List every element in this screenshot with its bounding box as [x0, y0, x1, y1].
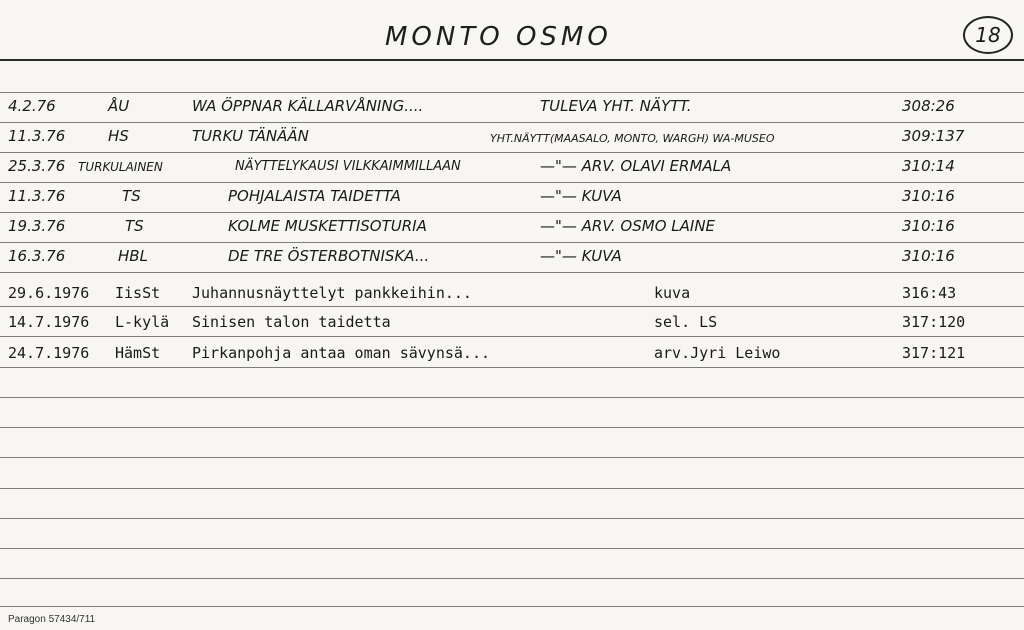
entry-date: 4.2.76 — [8, 97, 56, 115]
entry-date: 29.6.1976 — [8, 284, 90, 302]
entry-row — [0, 127, 1024, 153]
entry-source: IisSt — [115, 284, 161, 302]
entry-date: 14.7.1976 — [8, 313, 90, 331]
ruled-line — [0, 488, 1024, 489]
entry-note: arv.Jyri Leiwo — [654, 344, 781, 362]
entry-ref: 317:121 — [902, 344, 966, 362]
card-number-badge — [963, 16, 1013, 54]
entry-note: kuva — [654, 284, 691, 302]
card-number: 18 — [975, 23, 1001, 47]
entry-note: sel. LS — [654, 313, 718, 331]
card-footer: Paragon 57434/711 — [8, 614, 96, 625]
entry-date: 11.3.76 — [8, 127, 66, 145]
entry-source: HBL — [118, 247, 148, 265]
card-title: MONTO OSMO — [385, 22, 612, 52]
ruled-line — [0, 427, 1024, 428]
entry-date: 24.7.1976 — [8, 344, 90, 362]
entry-ref: 310:14 — [902, 157, 955, 175]
ruled-line — [0, 457, 1024, 458]
entry-note: TULEVA YHT. NÄYTT. — [540, 97, 692, 115]
entry-title: POHJALAISTA TAIDETTA — [228, 187, 401, 205]
entry-note: YHT.NÄYTT(MAASALO, MONTO, WARGH) WA-MUSEO — [490, 132, 775, 145]
entry-source: TS — [125, 217, 144, 235]
ruled-line — [0, 518, 1024, 519]
entry-row — [0, 187, 1024, 213]
entry-note: —"— ARV. OSMO LAINE — [540, 217, 716, 235]
entry-title: NÄYTTELYKAUSI VILKKAIMMILLAAN — [235, 159, 461, 174]
entry-row — [0, 344, 1024, 370]
entry-title: Pirkanpohja antaa oman sävynsä... — [192, 344, 491, 362]
entry-title: KOLME MUSKETTISOTURIA — [228, 217, 427, 235]
entry-ref: 310:16 — [902, 217, 955, 235]
entry-source: HämSt — [115, 344, 161, 362]
entry-date: 19.3.76 — [8, 217, 66, 235]
entry-ref: 308:26 — [902, 97, 955, 115]
entry-source: HS — [108, 127, 129, 145]
header-rule — [0, 59, 1024, 61]
entry-date: 16.3.76 — [8, 247, 66, 265]
ruled-line — [0, 578, 1024, 579]
entry-source: TS — [122, 187, 141, 205]
entry-source: TURKULAINEN — [78, 160, 163, 174]
entry-ref: 310:16 — [902, 247, 955, 265]
entry-row — [0, 157, 1024, 183]
ruled-line — [0, 92, 1024, 93]
entry-title: DE TRE ÖSTERBOTNISKA... — [228, 247, 430, 265]
entry-title: TURKU TÄNÄÄN — [192, 127, 309, 145]
ruled-line — [0, 397, 1024, 398]
entry-note: —"— KUVA — [540, 187, 622, 205]
ruled-line — [0, 548, 1024, 549]
entry-row — [0, 284, 1024, 310]
entry-ref: 309:137 — [902, 127, 965, 145]
entry-date: 11.3.76 — [8, 187, 66, 205]
entry-row — [0, 313, 1024, 339]
entry-title: Juhannusnäyttelyt pankkeihin... — [192, 284, 472, 302]
entry-date: 25.3.76 — [8, 157, 66, 175]
entry-ref: 316:43 — [902, 284, 957, 302]
entry-row — [0, 247, 1024, 273]
entry-title: WA ÖPPNAR KÄLLARVÅNING.... — [192, 97, 424, 115]
entry-ref: 310:16 — [902, 187, 955, 205]
entry-source: L-kylä — [115, 313, 170, 331]
entry-row — [0, 217, 1024, 243]
entry-row — [0, 97, 1024, 123]
entry-note: —"— KUVA — [540, 247, 622, 265]
entry-note: —"— ARV. OLAVI ERMALA — [540, 157, 732, 175]
ruled-line — [0, 606, 1024, 607]
entry-ref: 317:120 — [902, 313, 966, 331]
entry-title: Sinisen talon taidetta — [192, 313, 391, 331]
entry-source: ÅU — [108, 97, 130, 115]
